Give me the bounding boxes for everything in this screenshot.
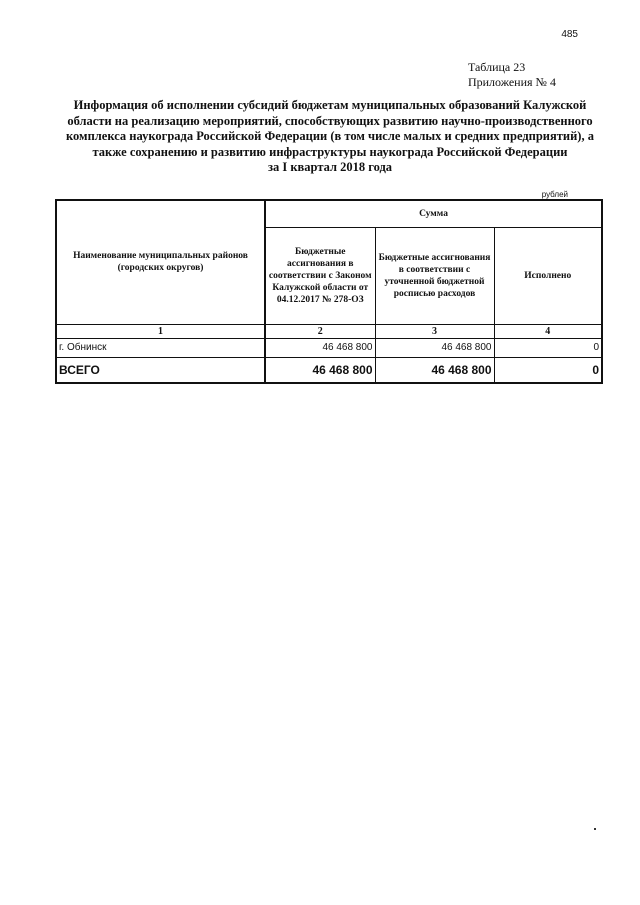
header-refined-allocation: Бюджетные ассигнования в соответствии с уточненной бюджетной росписью расходов — [375, 227, 494, 324]
subsidy-table — [55, 199, 603, 384]
title-line: за I квартал 2018 года — [267, 160, 393, 174]
column-number: 3 — [375, 324, 494, 338]
table-caption — [468, 60, 556, 90]
total-refined-allocation: 46 468 800 — [375, 357, 494, 383]
table-row — [56, 338, 602, 357]
total-row — [56, 357, 602, 383]
total-law-allocation: 46 468 800 — [265, 357, 375, 383]
scan-speck — [594, 828, 596, 830]
total-label: ВСЕГО — [56, 357, 265, 383]
municipality-name: г. Обнинск — [56, 338, 265, 357]
title-line: Информация об исполнении субсидий бюджетам муниципальных образований Калужской — [73, 98, 587, 112]
table-label: Таблица 23 — [467, 60, 526, 74]
title-line: также сохранению и развитию инфраструктуры наукограда Российской Федерации — [92, 144, 568, 159]
column-number: 2 — [265, 324, 375, 338]
refined-allocation-value: 46 468 800 — [375, 338, 494, 357]
column-number: 1 — [56, 324, 265, 338]
law-allocation-value: 46 468 800 — [265, 338, 375, 357]
column-number: 4 — [494, 324, 602, 338]
title-line: области на реализацию мероприятий, способствующих развитию научно-производственного — [67, 113, 593, 128]
executed-value: 0 — [494, 338, 602, 357]
header-law-allocation: Бюджетные ассигнования в соответствии с Законом Калужской области от 04.12.2017 № 278-ОЗ — [265, 227, 375, 324]
units-label: рублей — [541, 190, 568, 199]
appendix-label: Приложения № 4 — [467, 75, 556, 89]
title-line: комплекса наукограда Российской Федерации (в том числе малых и средних предприятий), а — [66, 129, 594, 143]
header-executed: Исполнено — [494, 227, 602, 324]
header-municipality: Наименование муниципальных районов (городских округов) — [56, 200, 265, 324]
page-number: 485 — [561, 29, 578, 40]
header-sum: Сумма — [265, 200, 602, 227]
total-executed: 0 — [494, 357, 602, 383]
document-title — [55, 98, 605, 176]
